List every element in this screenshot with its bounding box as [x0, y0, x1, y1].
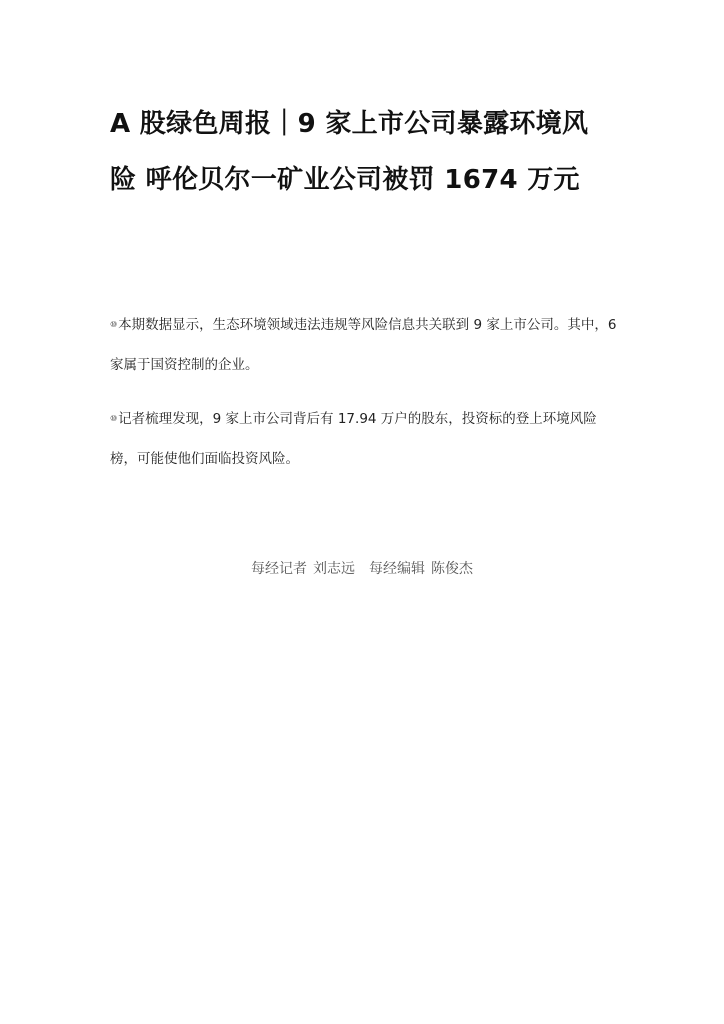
- reporter-role: 每经记者: [251, 561, 307, 577]
- bullet-marker-icon: ⑩: [110, 414, 118, 423]
- reporter-name: 刘志远: [313, 561, 355, 577]
- article-title: A 股绿色周报｜9 家上市公司暴露环境风险 呼伦贝尔一矿业公司被罚 1674 万元: [110, 109, 589, 195]
- editor-name: 陈俊杰: [431, 561, 473, 577]
- editor-role: 每经编辑: [369, 561, 425, 577]
- summary-paragraph: [110, 305, 620, 385]
- article-summary: [110, 305, 620, 493]
- byline: [0, 558, 724, 580]
- summary-text: 本期数据显示，生态环境领域违法违规等风险信息共关联到 9 家上市公司。其中，6 家属于国资控制的企业。: [110, 317, 617, 373]
- summary-text: 记者梳理发现，9 家上市公司背后有 17.94 万户的股东，投资标的登上环境风险榜，可能使他们面临投资风险。: [110, 411, 597, 467]
- bullet-marker-icon: ⑩: [110, 320, 118, 329]
- summary-paragraph: [110, 399, 620, 479]
